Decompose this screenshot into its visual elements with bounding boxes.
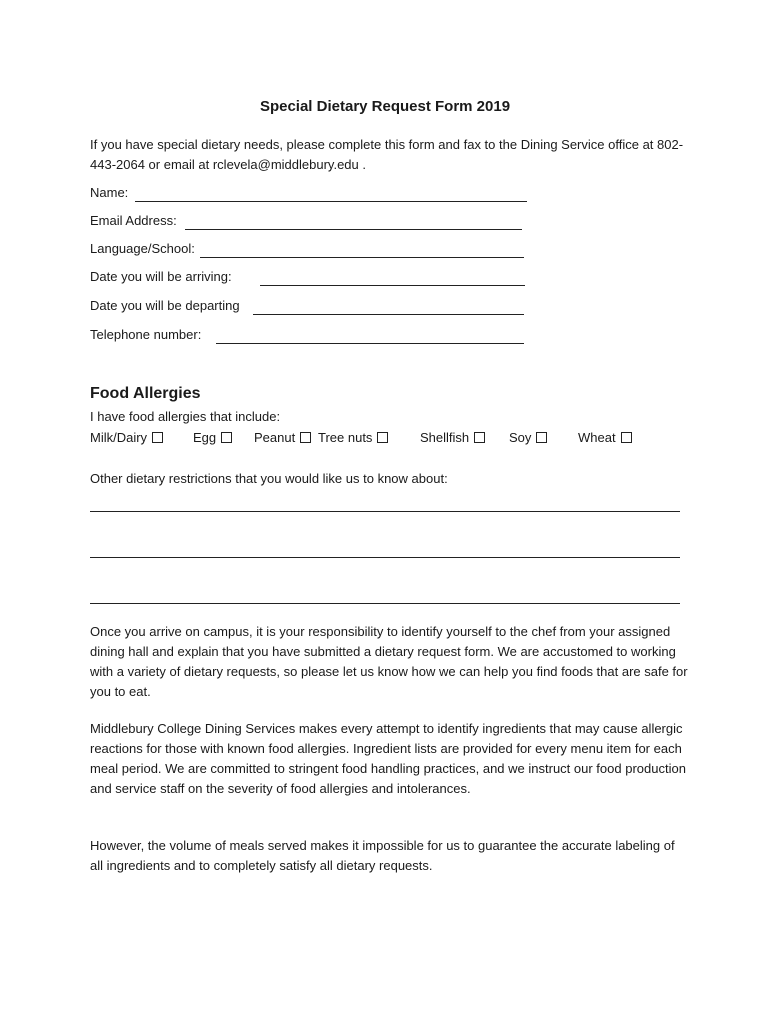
- language-school-field[interactable]: [90, 240, 530, 258]
- arrival-paragraph: Once you arrive on campus, it is your responsibility to identify yourself to the chef from your assigned dining hall and explain that you have submitted a dietary request form. We are accustomed to working with a variety of dietary requests, so please let us know how we can help you find foods that are safe for you to eat.: [90, 624, 688, 699]
- checkbox[interactable]: [377, 432, 388, 443]
- arriving-field[interactable]: [90, 268, 530, 286]
- departing-field[interactable]: [90, 297, 530, 315]
- option-egg[interactable]: [193, 430, 232, 445]
- checkbox[interactable]: [152, 432, 163, 443]
- allergies-prompt: I have food allergies that include:: [90, 409, 281, 424]
- departing-label: Date you will be departing: [90, 298, 240, 313]
- name-field[interactable]: [90, 184, 530, 202]
- other-restrictions-line-2[interactable]: [90, 557, 680, 558]
- option-peanut[interactable]: [254, 430, 311, 445]
- option-label: Shellfish: [420, 430, 470, 445]
- option-shellfish[interactable]: [420, 430, 485, 445]
- telephone-field[interactable]: [90, 326, 530, 344]
- option-soy[interactable]: [509, 430, 547, 445]
- checkbox[interactable]: [621, 432, 632, 443]
- option-wheat[interactable]: [578, 430, 632, 445]
- arriving-line[interactable]: [260, 285, 525, 286]
- language-school-label: Language/School:: [90, 241, 195, 256]
- disclaimer-paragraph: However, the volume of meals served makes it impossible for us to guarantee the accurate labeling of all ingredients and to completely satisfy all dietary requests.: [90, 838, 675, 873]
- telephone-line[interactable]: [216, 343, 524, 344]
- other-restrictions-line-1[interactable]: [90, 511, 680, 512]
- ingredients-paragraph: Middlebury College Dining Services makes every attempt to identify ingredients that may cause allergic reactions for those with known food allergies. Ingredient lists are provided for every menu item for each meal period. We are committed to stringent food handling practices, and we instruct our food production and service staff on the severity of food allergies and intolerances.: [90, 721, 686, 796]
- other-restrictions-label: Other dietary restrictions that you would like us to know about:: [90, 471, 448, 486]
- option-label: Egg: [193, 430, 217, 445]
- option-label: Tree nuts: [318, 430, 373, 445]
- checkbox[interactable]: [536, 432, 547, 443]
- name-label: Name:: [90, 185, 129, 200]
- food-allergies-heading: Food Allergies: [90, 385, 201, 402]
- option-milk-dairy[interactable]: [90, 430, 163, 445]
- checkbox[interactable]: [221, 432, 232, 443]
- email-label: Email Address:: [90, 213, 177, 228]
- checkbox[interactable]: [300, 432, 311, 443]
- arriving-label: Date you will be arriving:: [90, 269, 232, 284]
- option-label: Soy: [509, 430, 532, 445]
- departing-line[interactable]: [253, 314, 524, 315]
- checkbox[interactable]: [474, 432, 485, 443]
- option-label: Wheat: [578, 430, 616, 445]
- name-line[interactable]: [135, 201, 527, 202]
- language-school-line[interactable]: [200, 257, 524, 258]
- email-line[interactable]: [185, 229, 522, 230]
- option-label: Peanut: [254, 430, 296, 445]
- option-tree-nuts[interactable]: [318, 430, 388, 445]
- intro-text: If you have special dietary needs, please complete this form and fax to the Dining Service office at 802-443-2064 or email at rclevela@middlebury.edu .: [90, 137, 684, 172]
- other-restrictions-line-3[interactable]: [90, 603, 680, 604]
- telephone-label: Telephone number:: [90, 327, 202, 342]
- option-label: Milk/Dairy: [90, 430, 148, 445]
- form-title: Special Dietary Request Form 2019: [259, 98, 511, 115]
- email-field[interactable]: [90, 212, 530, 230]
